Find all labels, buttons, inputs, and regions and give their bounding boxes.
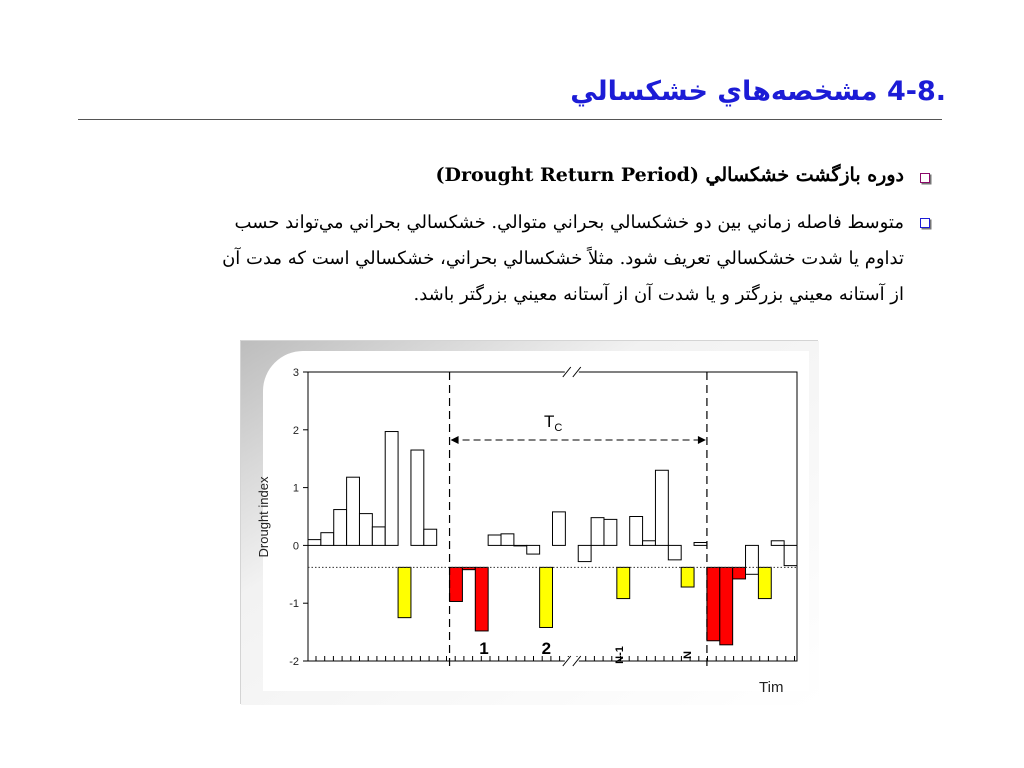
period-marker-label: 2 xyxy=(541,639,552,658)
bar xyxy=(630,517,643,546)
bar xyxy=(411,450,424,545)
bar xyxy=(758,567,771,598)
y-tick-label: 3 xyxy=(292,367,299,379)
period-marker-label: 1 xyxy=(479,639,489,658)
bar xyxy=(347,477,360,545)
tc-annotation-label: T xyxy=(544,412,555,431)
bar xyxy=(784,545,797,565)
y-tick-label: 0 xyxy=(292,540,299,553)
definition-line-2: تداوم يا شدت خشکسالي تعريف شود. مثلاً خشکسالي بحراني، خشکسالي است که مدت آن xyxy=(222,248,904,269)
bar xyxy=(668,545,681,559)
bar xyxy=(501,534,514,546)
bullet-square-icon xyxy=(920,173,930,183)
y-tick-label: 1 xyxy=(292,482,299,495)
bar xyxy=(733,567,746,579)
bar xyxy=(359,514,372,546)
bar xyxy=(617,567,630,598)
bar xyxy=(385,432,398,546)
bar xyxy=(514,545,527,546)
definition-line-1: متوسط فاصله زماني بين دو خشکسالي بحراني متوالي. خشکسالي بحراني مي‌تواند حسب xyxy=(234,212,904,233)
bar xyxy=(321,533,334,546)
bar xyxy=(604,519,617,545)
bar xyxy=(720,567,733,644)
slide-title: .4-8 مشخصه‌هاي خشکسالي xyxy=(570,76,946,107)
bullet-return-period xyxy=(436,164,905,186)
bar xyxy=(681,567,694,587)
bullet-definition xyxy=(164,205,904,313)
bar xyxy=(527,545,540,554)
bar xyxy=(540,567,553,627)
bar xyxy=(450,567,463,601)
y-tick-label: 2 xyxy=(292,424,299,437)
bar xyxy=(707,567,720,640)
y-axis-label: Drought index xyxy=(256,476,271,558)
bar xyxy=(372,527,385,545)
bar xyxy=(398,567,411,617)
bar xyxy=(488,535,501,545)
tc-annotation-subscript: C xyxy=(554,422,563,434)
bar xyxy=(771,541,784,546)
bar xyxy=(694,543,707,546)
bar xyxy=(475,567,488,631)
definition-line-3: از آستانه معيني بزرگتر و يا شدت آن از آستانه معيني بزرگتر باشد. xyxy=(413,284,904,305)
x-axis-label: Tim xyxy=(759,679,784,696)
y-tick-label: -1 xyxy=(289,598,299,611)
bullet-return-period-text: دوره بازگشت خشکسالي (Drought Return Period) xyxy=(435,164,904,186)
bar xyxy=(578,545,591,561)
bar xyxy=(643,541,656,546)
bar xyxy=(591,518,604,546)
title-divider xyxy=(78,119,942,120)
bullet-square-icon xyxy=(920,218,930,228)
bar xyxy=(553,512,566,546)
y-tick-label: -2 xyxy=(289,656,299,668)
period-marker-label: N xyxy=(682,651,695,659)
bar xyxy=(746,545,759,574)
drought-index-chart xyxy=(241,341,819,705)
drought-index-figure xyxy=(240,340,818,704)
bar xyxy=(334,510,347,546)
bar xyxy=(655,470,668,545)
bar xyxy=(308,540,321,546)
period-marker-label: N-1 xyxy=(613,646,626,664)
bar xyxy=(424,529,437,545)
